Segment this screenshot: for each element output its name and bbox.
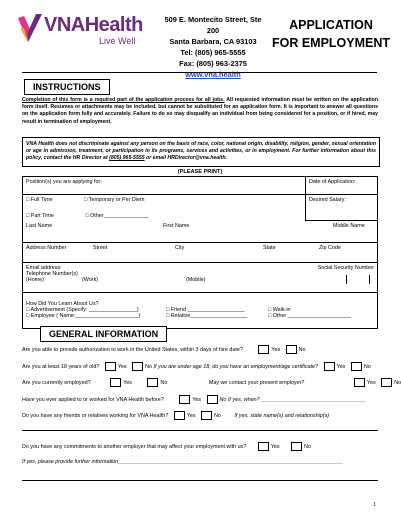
q-employment (22, 378, 401, 387)
relatives-yes-checkbox[interactable] (174, 411, 185, 420)
zip-label: Zip Code (319, 245, 341, 251)
q-age-text: Are you at least 18 years of old? (22, 363, 100, 370)
temporary-label: Temporary or Per Diem (88, 197, 145, 203)
relative-label: Relative___________________ (170, 313, 248, 319)
other-source-label: Other _____________________ (272, 313, 351, 319)
instructions-paragraph (22, 97, 378, 126)
q-age-certificate-text: If you are under age 18, do you have an employment/age certificate? (153, 363, 319, 370)
logo-tagline: Live Well (99, 36, 136, 46)
walkin-checkbox[interactable]: □ Walk-in (268, 307, 291, 313)
work-auth-yes-label: Yes (271, 346, 281, 353)
relatives-no-label: No (214, 412, 221, 419)
employed-no-label: No (160, 379, 168, 386)
commitments-details[interactable]: If yes, please provide further information___________________________________________________________________________ (22, 459, 344, 465)
q-age (22, 362, 371, 371)
general-info-heading: GENERAL INFORMATION (40, 326, 167, 342)
employee-label: Employee ( Name:_____________________) (30, 313, 141, 319)
certificate-no-label: No (363, 363, 371, 370)
work-auth-no-checkbox[interactable] (286, 345, 297, 354)
last-name-label: Last Name (26, 223, 53, 229)
page-number: 1 (373, 502, 376, 508)
state-label: State (263, 245, 276, 251)
contact-employer-yes-label: Yes (366, 379, 376, 386)
applied-no-when-label: No If yes, when? ___________________________________ (219, 396, 367, 403)
commitments-no-label: No (304, 443, 312, 450)
desired-salary-label: Desired Salary: (309, 197, 346, 203)
applied-yes-checkbox[interactable] (179, 395, 190, 404)
page-title (266, 16, 396, 52)
q-work-authorization-text: Are you able to provide authorization to work in the United States, within 3 days of hire date? (22, 346, 243, 353)
advertisement-label: Advertisement (Specify: ________________) (30, 307, 139, 313)
work-auth-yes-checkbox[interactable] (258, 345, 269, 354)
nondiscrimination-or: or email (144, 155, 168, 162)
date-label: Date of Application: (309, 179, 356, 185)
other-label: Other_______________ (90, 212, 149, 219)
full-time-checkbox[interactable]: □ Full Time (26, 197, 53, 203)
q-contact-employer-text: May we contact your present employer? (208, 379, 305, 386)
fax: Fax: (805) 963-2375 (179, 59, 247, 68)
address-number-label: Address Number (26, 245, 67, 251)
advertisement-checkbox[interactable]: □ Advertisement (Specify: ________________) (26, 307, 139, 313)
logo-name: VNAHealth (44, 14, 143, 36)
employed-yes-checkbox[interactable] (110, 378, 121, 387)
contact-block (158, 14, 268, 80)
hr-email-link[interactable]: HRDirector@vna.health (167, 155, 226, 162)
commitments-yes-label: Yes (270, 443, 280, 450)
relatives-no-checkbox[interactable] (201, 411, 212, 420)
home-phone-label: (Home) (26, 277, 44, 283)
hr-phone: (805) 965-5555 (109, 155, 145, 162)
contact-employer-no-checkbox[interactable] (381, 378, 392, 387)
please-print: (PLEASE PRINT) (177, 169, 223, 175)
instructions-required: Completion of this form is a required part of the application process for all jobs. (22, 97, 225, 103)
middle-name-label: Middle Name (333, 223, 365, 229)
position-field[interactable] (23, 177, 306, 195)
commitments-yes-checkbox[interactable] (258, 442, 269, 451)
city-label: City (175, 245, 185, 251)
contact-employer-no-label: No (394, 379, 401, 386)
address-line2: Santa Barbara, CA 93103 (169, 37, 257, 46)
applied-no-checkbox[interactable] (207, 395, 218, 404)
q-work-authorization (22, 345, 306, 354)
nondiscrimination-end: . (225, 155, 227, 162)
vna-logo-icon (16, 12, 44, 46)
commitments-no-checkbox[interactable] (291, 442, 302, 451)
certificate-yes-checkbox[interactable] (324, 362, 335, 371)
email-label: Email address: (26, 265, 62, 271)
relatives-details-label: If yes, state name(s) and relationship(s) (234, 412, 330, 419)
street-label: Street (93, 245, 108, 251)
header-divider (22, 72, 377, 73)
applicant-form (22, 176, 378, 329)
commitments-answer-line[interactable] (22, 480, 378, 481)
certificate-no-checkbox[interactable] (351, 362, 362, 371)
work-auth-no-label: No (298, 346, 306, 353)
friend-label: Friend ___________________ (170, 307, 245, 313)
q-friends-relatives-text: Do you have any friends or relatives working for VNA Health? (22, 412, 169, 419)
tel: Tel: (805) 965-5555 (180, 48, 246, 57)
q-commitments-text: Do you have any commitments to another employer that may affect your employment with us? (22, 443, 247, 450)
title-line1: APPLICATION (289, 18, 373, 32)
first-name-label: First Name (163, 223, 190, 229)
ssn-field[interactable] (306, 263, 378, 293)
friend-checkbox[interactable]: □ Friend ___________________ (166, 307, 245, 313)
relative-checkbox[interactable]: □ Relative___________________ (166, 313, 248, 319)
ssn-label: Social Security Number (317, 265, 374, 271)
employee-checkbox[interactable]: □ Employee ( Name:_____________________) (26, 313, 141, 319)
instructions-body: All requested information must be written on the application form itself. Resumes or attachments may be included, but cannot be substituted for an application form. It is important to answer all questions on the application form fully and accurately. Failure to do so may disqualify an individual from being considered for a position, or if hired, may result in termination of employment. (22, 97, 378, 125)
nondiscrimination-text: VNA Health does not discriminate against any person on the basis of race, color, national origin, disability, religion, gender, sexual orientation or age in admission, treatment, or participation in its programs, services and activities, or in employment. For further information about this policy, contact the HR Director at (26, 141, 376, 162)
referral-row (23, 293, 378, 329)
title-line2: FOR EMPLOYMENT (271, 36, 391, 50)
age-no-label: No (145, 363, 153, 370)
q-applied-before (22, 395, 366, 404)
how-learn-label: How Did You Learn About Us? (26, 301, 99, 307)
q-commitments (22, 442, 311, 451)
website-link[interactable]: www.vna.health (185, 70, 241, 79)
part-time-label: Part Time (30, 212, 54, 219)
full-time-label: Full Time (30, 197, 53, 203)
employed-yes-label: Yes (123, 379, 132, 386)
name-row[interactable] (23, 221, 378, 243)
walkin-label: Walk-in (272, 307, 291, 313)
nondiscrimination-box (22, 137, 380, 167)
q-friends-relatives (22, 411, 329, 420)
q-employed-text: Are you currently employed? (22, 379, 91, 386)
part-time-row (23, 209, 306, 221)
other-checkbox[interactable]: □ Other_______________ (85, 212, 149, 219)
contact-employer-yes-checkbox[interactable] (354, 378, 365, 387)
age-no-checkbox[interactable] (132, 362, 143, 371)
applied-yes-label: Yes (192, 396, 202, 403)
contact-row[interactable] (23, 263, 306, 293)
address-line1: 509 E. Montecito Street, Ste 200 (164, 15, 262, 35)
employment-type-row (23, 195, 306, 209)
work-phone-label: (Work) (82, 277, 99, 283)
date-field[interactable] (306, 177, 378, 195)
other-source-checkbox[interactable]: □ Other _____________________ (268, 313, 351, 319)
part-time-checkbox[interactable]: □ Part Time (26, 212, 54, 219)
age-yes-label: Yes (117, 363, 127, 370)
desired-salary-field[interactable] (306, 195, 378, 221)
address-row[interactable] (23, 243, 378, 263)
telephone-label: Telephone Number(s) (26, 271, 78, 277)
employed-no-checkbox[interactable] (147, 378, 158, 387)
relatives-yes-label: Yes (186, 412, 196, 419)
instructions-heading: INSTRUCTIONS (24, 79, 110, 95)
relatives-answer-line[interactable] (22, 430, 378, 431)
temporary-checkbox[interactable]: □ Temporary or Per Diem (84, 197, 145, 203)
certificate-yes-label: Yes (336, 363, 346, 370)
mobile-phone-label: (Mobile) (186, 277, 206, 283)
age-yes-checkbox[interactable] (105, 362, 116, 371)
ssn-separators (346, 275, 370, 284)
position-label: Position(s) you are applying for: (26, 179, 102, 185)
q-applied-before-text: Have you ever applied to or worked for VNA Health before? (22, 396, 164, 403)
